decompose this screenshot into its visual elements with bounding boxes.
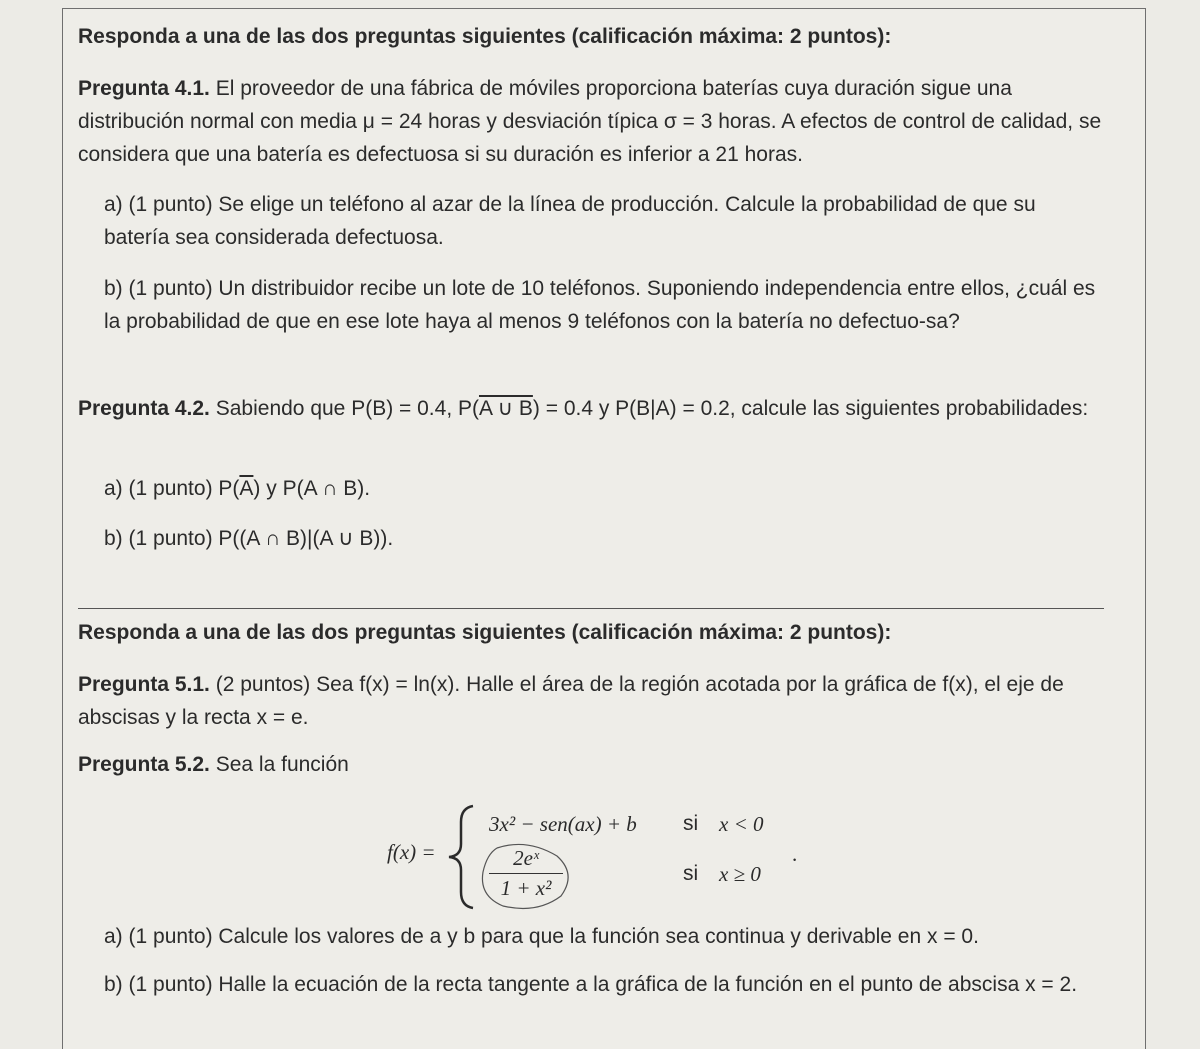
question-5-2	[78, 748, 1108, 781]
equation-condition-1: x < 0	[719, 812, 764, 836]
question-4-2-part-a-start: a) (1 punto) P(	[104, 477, 240, 500]
question-4-1-text: El proveedor de una fábrica de móviles proporciona baterías cuya duración sigue una distribución normal con media μ = 24 horas y desviación típica σ = 3 horas. A efectos de control de calidad, se considera que una batería es defectuosa si su duración es inferior a 21 horas.	[78, 77, 1102, 166]
question-4-2-part-a	[104, 472, 1106, 505]
question-4-2-part-a-complement: $\overline{A}$	[239, 477, 254, 500]
fraction-numerator: 2eˣ	[489, 846, 563, 874]
equation-lhs: f(x) =	[387, 840, 436, 864]
question-5-2-label: Pregunta 5.2.	[78, 753, 210, 776]
question-4-1	[78, 72, 1108, 171]
question-5-1-text: (2 puntos) Sea f(x) = ln(x). Halle el área de la región acotada por la gráfica de f(x), el eje de abscisas y la recta x = e.	[78, 673, 1064, 729]
question-4-1-label: Pregunta 4.1.	[78, 77, 210, 100]
question-4-1-part-b: b) (1 punto) Un distribuidor recibe un lote de 10 teléfonos. Suponiendo independencia entre ellos, ¿cuál es la probabilidad de que en ese lote haya al menos 9 teléfonos con la batería no defectuo-sa?	[104, 277, 1096, 333]
question-4-2-part-b: b) (1 punto) P((A ∩ B)|(A ∪ B)).	[104, 527, 394, 550]
question-4-2-label: Pregunta 4.2.	[78, 397, 210, 420]
question-4-1-part-a: a) (1 punto) Se elige un teléfono al azar de la línea de producción. Calcule la probabilidad de que su batería sea considerada defectuosa.	[104, 193, 1036, 249]
question-4-2	[78, 392, 1108, 425]
question-5-1-label: Pregunta 5.1.	[78, 673, 210, 696]
question-5-2-part-b: b) (1 punto) Halle la ecuación de la recta tangente a la gráfica de la función en el punto de abscisa x = 2.	[104, 973, 1078, 996]
section-divider	[78, 608, 1104, 609]
section-5-heading: Responda a una de las dos preguntas siguientes (calificación máxima: 2 puntos):	[78, 621, 892, 644]
question-4-2-text-end: ) = 0.4 y P(B|A) = 0.2, calcule las siguientes probabilidades:	[532, 397, 1089, 420]
question-5-2-text: Sea la función	[215, 753, 349, 776]
equation-period: .	[792, 842, 798, 866]
question-5-1	[78, 668, 1108, 734]
hand-drawn-circle	[477, 840, 577, 912]
question-4-2-text-start: Sabiendo que P(B) = 0.4, P(	[215, 397, 479, 420]
equation-condition-2: x ≥ 0	[719, 862, 761, 886]
equation-si-2: si	[683, 862, 699, 885]
left-brace	[445, 802, 481, 912]
piecewise-function	[385, 802, 805, 912]
section-4-heading: Responda a una de las dos preguntas siguientes (calificación máxima: 2 puntos):	[78, 25, 892, 48]
equation-si-1: si	[683, 812, 699, 835]
question-4-2-overline-union: A ∪ B	[478, 397, 533, 420]
equation-row-1: 3x² − sen(ax) + b	[489, 812, 637, 836]
fraction-denominator: 1 + x²	[500, 876, 552, 900]
question-5-2-part-a: a) (1 punto) Calcule los valores de a y b para que la función sea continua y derivable en x = 0.	[104, 925, 979, 948]
question-4-2-part-a-end: ) y P(A ∩ B).	[253, 477, 371, 500]
